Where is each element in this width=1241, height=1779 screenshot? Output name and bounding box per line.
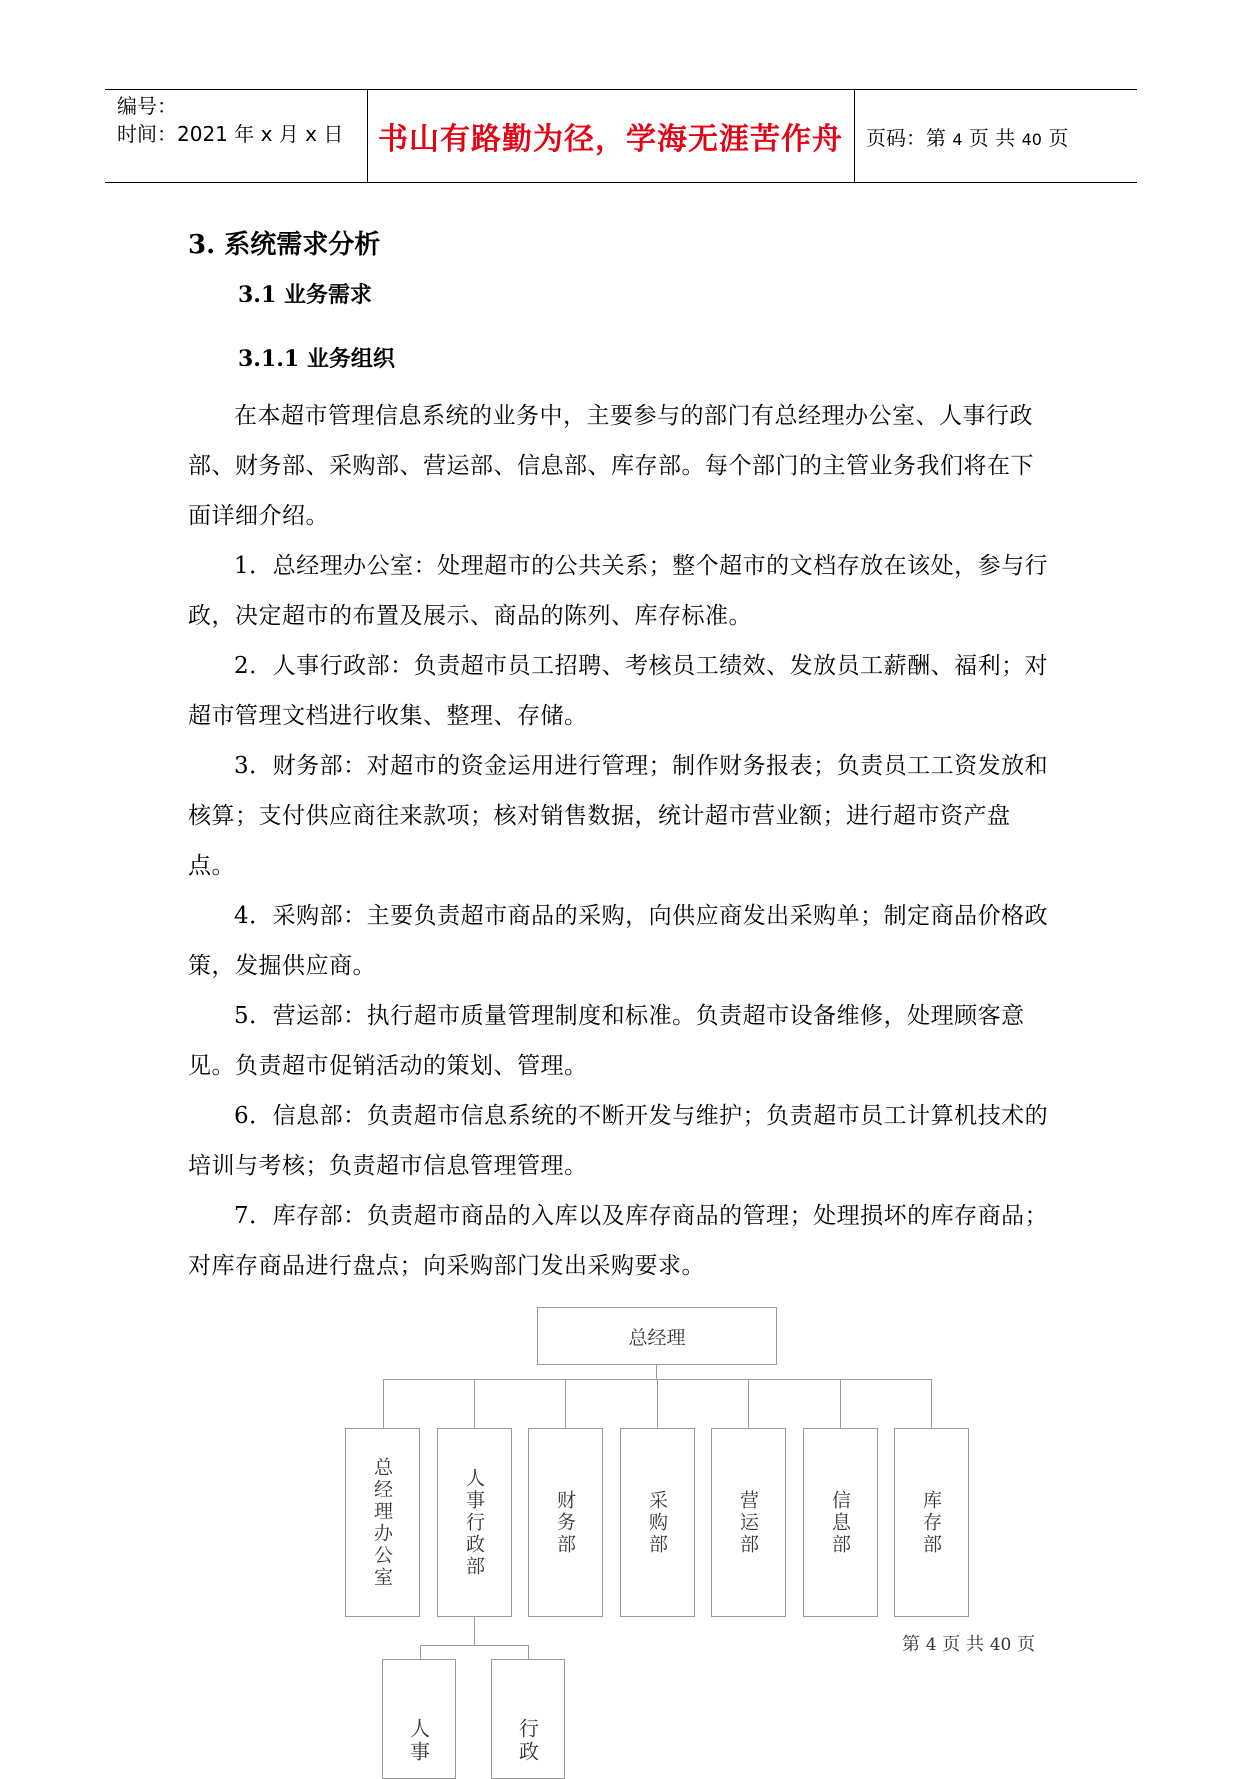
footer-page-total: 40 bbox=[989, 1635, 1012, 1655]
document-date: 时间：2021 年 x 月 x 日 bbox=[117, 122, 344, 146]
footer-prefix: 第 bbox=[902, 1634, 926, 1655]
subsubsection-heading: 3.1.1 业务组织 bbox=[238, 346, 395, 372]
header-page-suffix: 页 bbox=[1041, 126, 1069, 150]
header-page-total: 40 bbox=[1021, 130, 1042, 149]
org-drop-connector bbox=[383, 1379, 384, 1428]
dept-paragraph-7: 7．库存部：负责超市商品的入库以及库存商品的管理；处理损坏的库存商品；对库存商品进行盘点；向采购部门发出采购要求。 bbox=[188, 1203, 1049, 1279]
org-dept-box: 总经理办公室 bbox=[345, 1428, 420, 1617]
subsection-heading: 3.1 业务需求 bbox=[238, 282, 372, 308]
dept-paragraph-5: 5．营运部：执行超市质量管理制度和标准。负责超市设备维修，处理顾客意见。负责超市促销活动的策划、管理。 bbox=[188, 1003, 1025, 1079]
org-sub-label: 行政 bbox=[515, 1718, 540, 1764]
org-drop-connector bbox=[474, 1379, 475, 1428]
org-dept-box: 人事行政部 bbox=[437, 1428, 512, 1617]
org-sub-box bbox=[382, 1659, 456, 1779]
org-dept-box: 采购部 bbox=[620, 1428, 695, 1617]
dept-paragraph-2: 2．人事行政部：负责超市员工招聘、考核员工绩效、发放员工薪酬、福利；对超市管理文档进行收集、整理、存储。 bbox=[188, 653, 1049, 729]
footer-suffix: 页 bbox=[1011, 1634, 1036, 1655]
header-divider-right bbox=[854, 90, 855, 182]
header-meta bbox=[117, 92, 343, 148]
org-sub-box bbox=[491, 1659, 565, 1779]
org-drop-connector bbox=[748, 1379, 749, 1428]
org-root-connector bbox=[656, 1365, 657, 1379]
org-sub-drop-connector bbox=[528, 1645, 529, 1659]
org-drop-connector bbox=[565, 1379, 566, 1428]
dept-paragraph-3: 3．财务部：对超市的资金运用进行管理；制作财务报表；负责员工工资发放和核算；支付供应商往来款项；核对销售数据，统计超市营业额；进行超市资产盘点。 bbox=[188, 753, 1049, 879]
header-bottom-rule bbox=[105, 182, 1137, 183]
header-motto: 书山有路勤为径，学海无涯苦作舟 bbox=[378, 122, 843, 157]
header-page-prefix: 页码：第 bbox=[866, 126, 953, 150]
footer-middle: 页 共 bbox=[936, 1634, 990, 1655]
dept-paragraph-4: 4．采购部：主要负责超市商品的采购，向供应商发出采购单；制定商品价格政策，发掘供应商。 bbox=[188, 903, 1049, 979]
org-sub-label: 人事 bbox=[406, 1718, 431, 1764]
intro-paragraph: 在本超市管理信息系统的业务中，主要参与的部门有总经理办公室、人事行政部、财务部、采购部、营运部、信息部、库存部。每个部门的主管业务我们将在下面详细介绍。 bbox=[188, 403, 1034, 529]
header-page-info bbox=[866, 122, 1068, 151]
org-sub-drop-connector bbox=[420, 1645, 421, 1659]
org-dept-box: 营运部 bbox=[711, 1428, 786, 1617]
dept-paragraph-6: 6．信息部：负责超市信息系统的不断开发与维护；负责超市员工计算机技术的培训与考核；负责超市信息管理管理。 bbox=[188, 1103, 1049, 1179]
org-dept-box: 财务部 bbox=[528, 1428, 603, 1617]
org-drop-connector bbox=[657, 1379, 658, 1428]
org-drop-connector bbox=[840, 1379, 841, 1428]
org-sub-connector bbox=[474, 1617, 475, 1645]
org-drop-connector bbox=[931, 1379, 932, 1428]
header-page-middle: 页 共 bbox=[962, 126, 1022, 150]
document-number-label: 编号： bbox=[117, 94, 177, 118]
org-root-box: 总经理 bbox=[537, 1307, 777, 1365]
org-sub-horizontal-connector bbox=[420, 1645, 529, 1646]
section-heading: 3. 系统需求分析 bbox=[188, 230, 381, 260]
dept-paragraph-1: 1．总经理办公室：处理超市的公共关系；整个超市的文档存放在该处，参与行政，决定超市的布置及展示、商品的陈列、库存标准。 bbox=[188, 553, 1049, 629]
org-dept-box: 信息部 bbox=[803, 1428, 878, 1617]
header-page-current: 4 bbox=[952, 130, 963, 149]
footer-page-current: 4 bbox=[925, 1635, 937, 1655]
footer-page-number bbox=[902, 1630, 1035, 1656]
org-dept-box: 库存部 bbox=[894, 1428, 969, 1617]
